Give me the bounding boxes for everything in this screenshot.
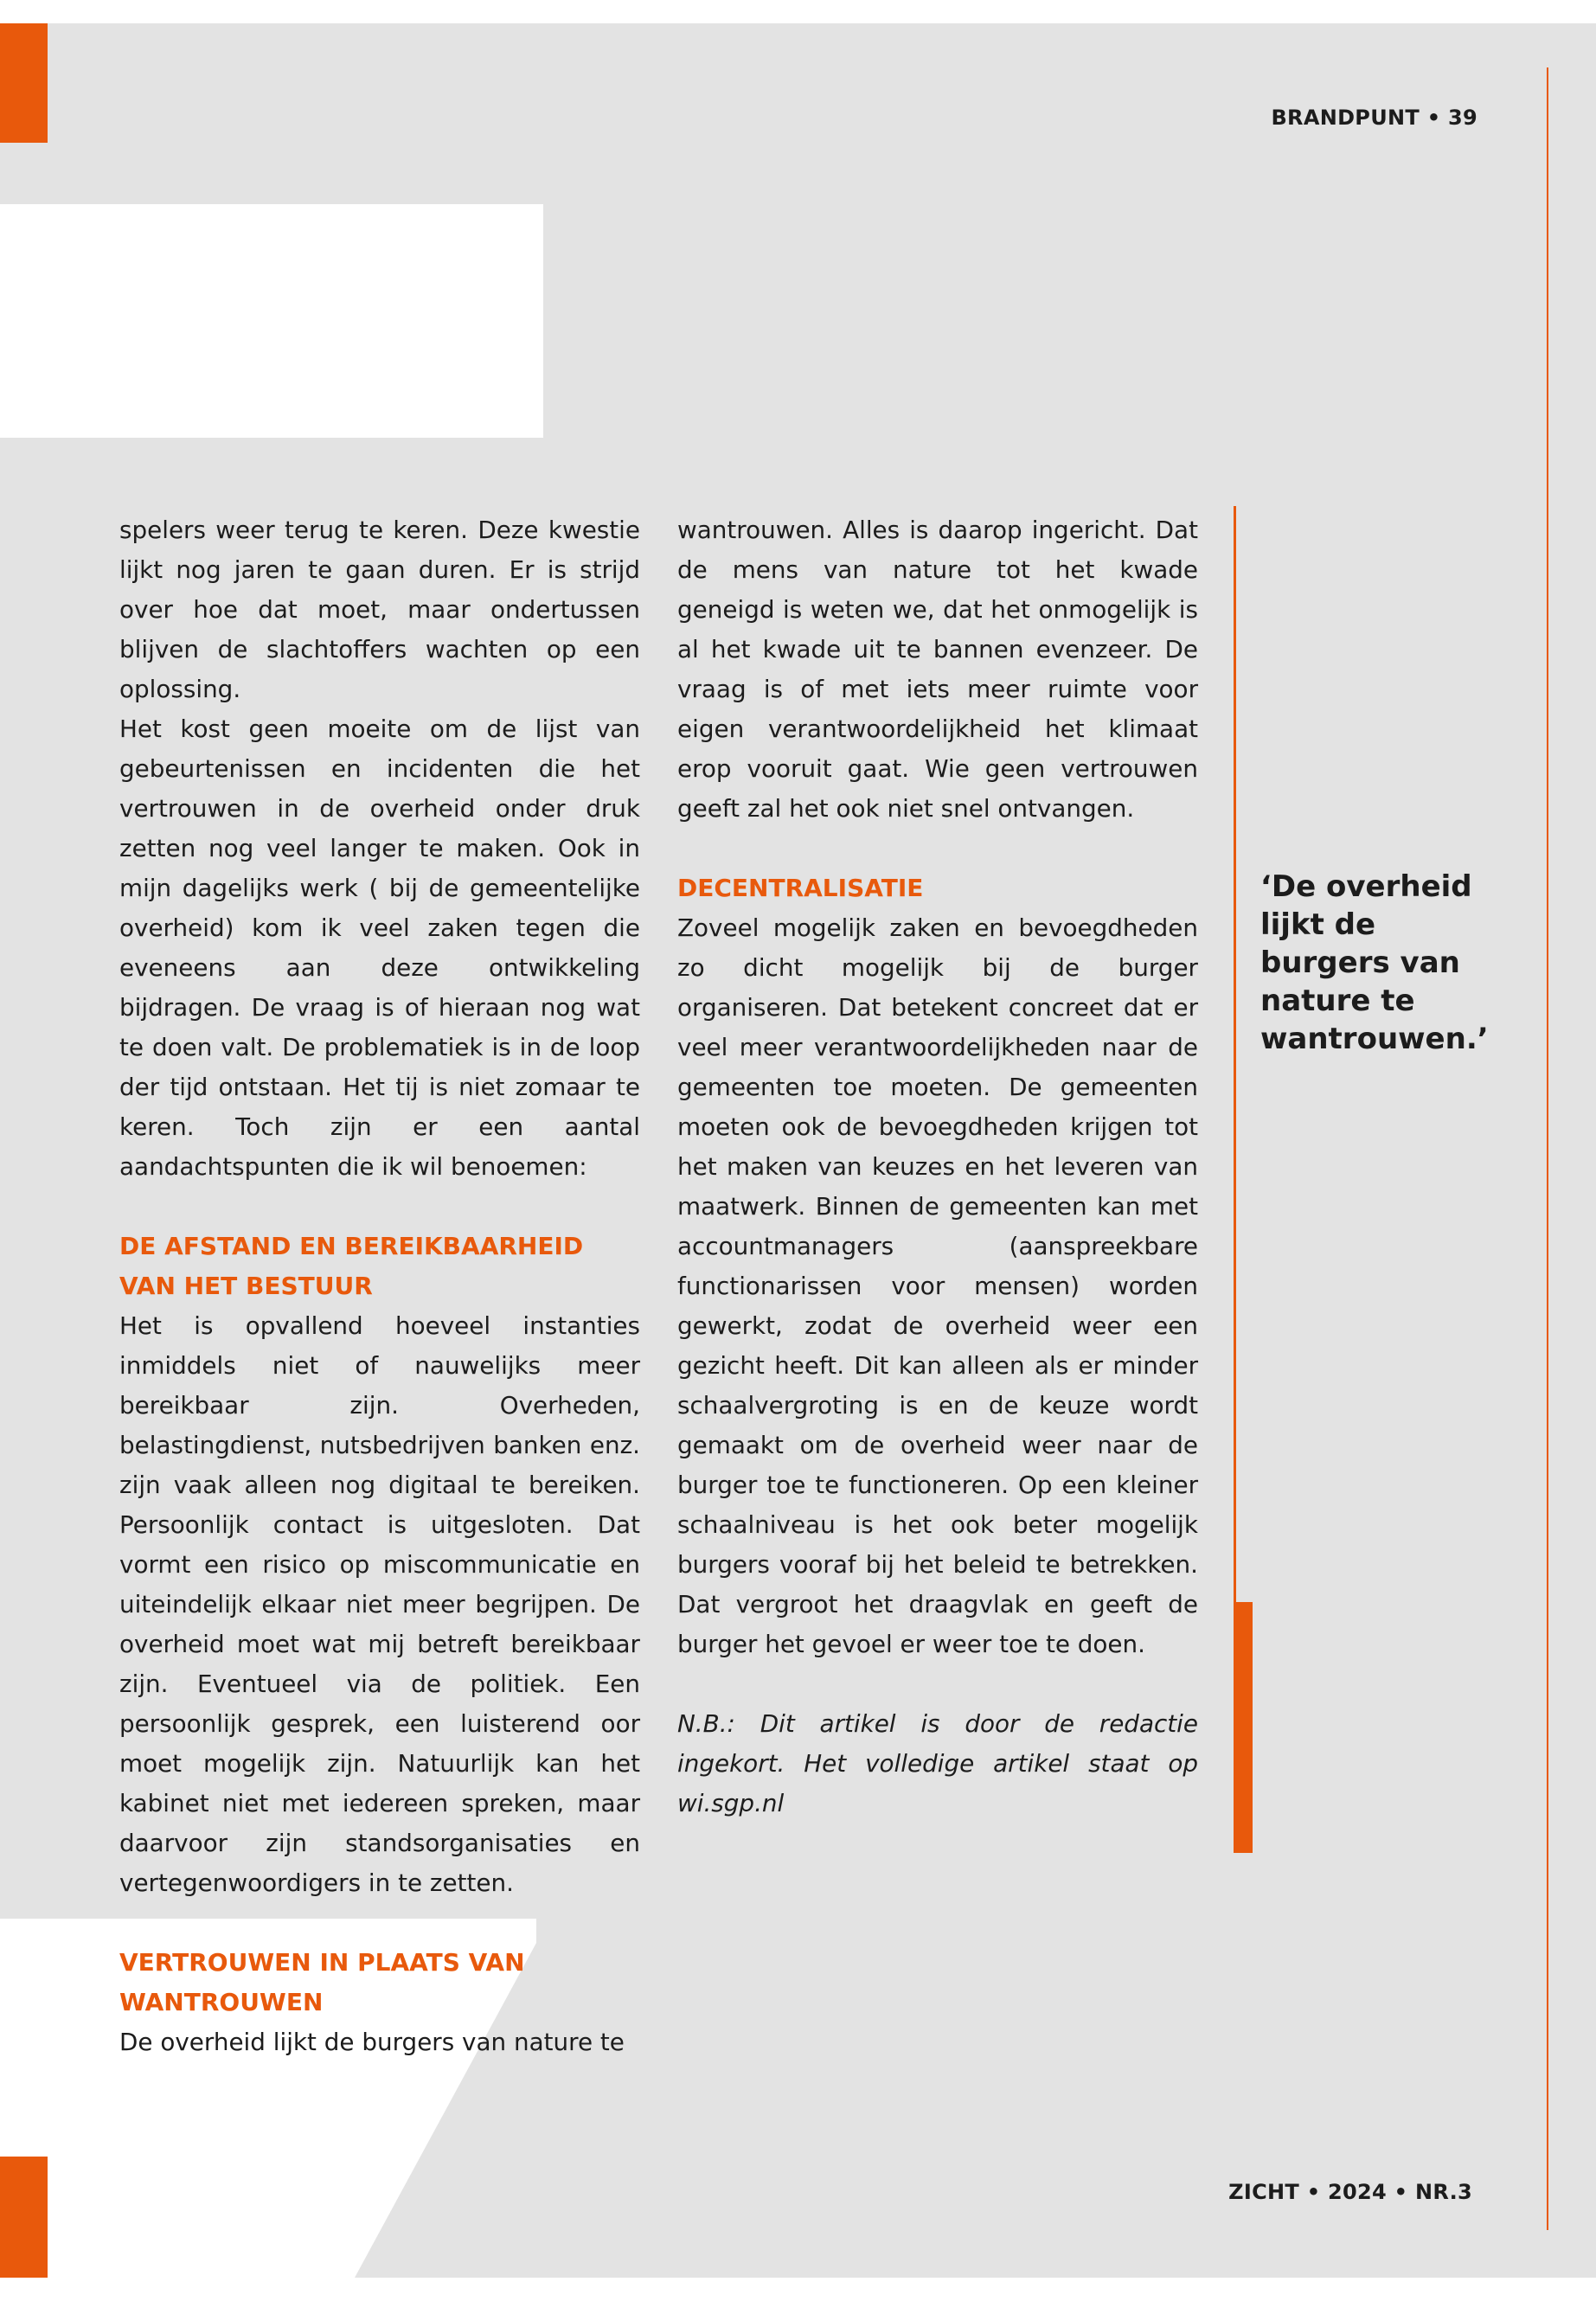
white-block-top — [0, 204, 543, 438]
corner-accent-bottom — [0, 2157, 48, 2278]
article-column-left — [119, 510, 640, 2062]
paragraph: Het is opvallend hoeveel instanties inmiddels niet of nauwelijks meer bereikbaar zijn. Overheden, belastingdienst, nutsbedrijven banken enz. zijn vaak alleen nog digitaal te bereiken. Persoonlijk contact is uitgesloten. Dat vormt een risico op miscommunicatie en uiteindelijk elkaar niet meer begrijpen. De overheid moet wat mij betreft bereikbaar zijn. Eventueel via de politiek. Een persoonlijk gesprek, een luisterend oor moet mogelijk zijn. Natuurlijk kan het kabinet niet met iedereen spreken, maar daarvoor zijn standsorganisaties en vertegenwoordigers in te zetten. — [119, 1311, 640, 1897]
page-margin-rule — [1547, 67, 1548, 2230]
pull-quote: ‘De overheid lijkt de burgers van nature te wantrouwen.’ — [1260, 869, 1489, 1056]
corner-accent-top — [0, 23, 48, 143]
paragraph: Zoveel mogelijk zaken en bevoegdheden zo dicht mogelijk bij de burger organiseren. Dat betekent concreet dat er veel meer verantwoordelijkheden naar de gemeenten toe moeten. De gemeenten moeten ook de bevoegdheden krijgen tot het maken van keuzes en het leveren van maatwerk. Binnen de gemeenten kan met accountmanagers (aanspreekbare functionarissen voor mensen) worden gewerkt, zodat de overheid weer een gezicht heeft. Dit kan alleen als er minder schaalvergroting is en de keuze wordt gemaakt om de overheid weer naar de burger toe te functioneren. Op een kleiner schaalniveau is het ook beter mogelijk burgers vooraf bij het beleid te betrekken. Dat vergroot het draagvlak en geeft de burger het gevoel er weer toe te doen. — [677, 913, 1198, 1658]
page-header: BRANDPUNT • 39 — [1271, 106, 1477, 130]
paragraph: De overheid lijkt de burgers van nature te — [119, 2028, 625, 2056]
section-heading: VERTROUWEN IN PLAATS VAN WANTROUWEN — [119, 1948, 525, 2016]
paragraph: Het kost geen moeite om de lijst van gebeurtenissen en incidenten die het vertrouwen in de overheid onder druk zetten nog veel langer te maken. Ook in mijn dagelijks werk ( bij de gemeentelijke overheid) kom ik veel zaken tegen die eveneens aan deze ontwikkeling bijdragen. De vraag is of hieraan nog wat te doen valt. De problematiek is in de loop der tijd ontstaan. Het tij is niet zomaar te keren. Toch zijn er een aantal aandachtspunten die ik wil benoemen: — [119, 715, 640, 1181]
paragraph: spelers weer terug te keren. Deze kwestie lijkt nog jaren te gaan duren. Er is strijd over hoe dat moet, maar ondertussen blijven de slachtoffers wachten op een oplossing. — [119, 516, 640, 703]
section-heading: DE AFSTAND EN BEREIKBAARHEID VAN HET BESTUUR — [119, 1232, 584, 1300]
pull-quote-rule-accent — [1234, 1602, 1253, 1853]
page-footer: ZICHT • 2024 • NR.3 — [1228, 2180, 1472, 2204]
article-column-middle — [677, 510, 1198, 1823]
paragraph: wantrouwen. Alles is daarop ingericht. Dat de mens van nature tot het kwade geneigd is weten we, dat het onmogelijk is al het kwade uit te bannen evenzeer. De vraag is of met iets meer ruimte voor eigen verantwoordelijkheid het klimaat erop vooruit gaat. Wie geen vertrouwen geeft zal het ook niet snel ontvangen. — [677, 516, 1198, 823]
editorial-note: N.B.: Dit artikel is door de redactie ingekort. Het volledige artikel staat op wi.sgp.nl — [677, 1709, 1198, 1817]
section-heading: DECENTRALISATIE — [677, 874, 924, 902]
